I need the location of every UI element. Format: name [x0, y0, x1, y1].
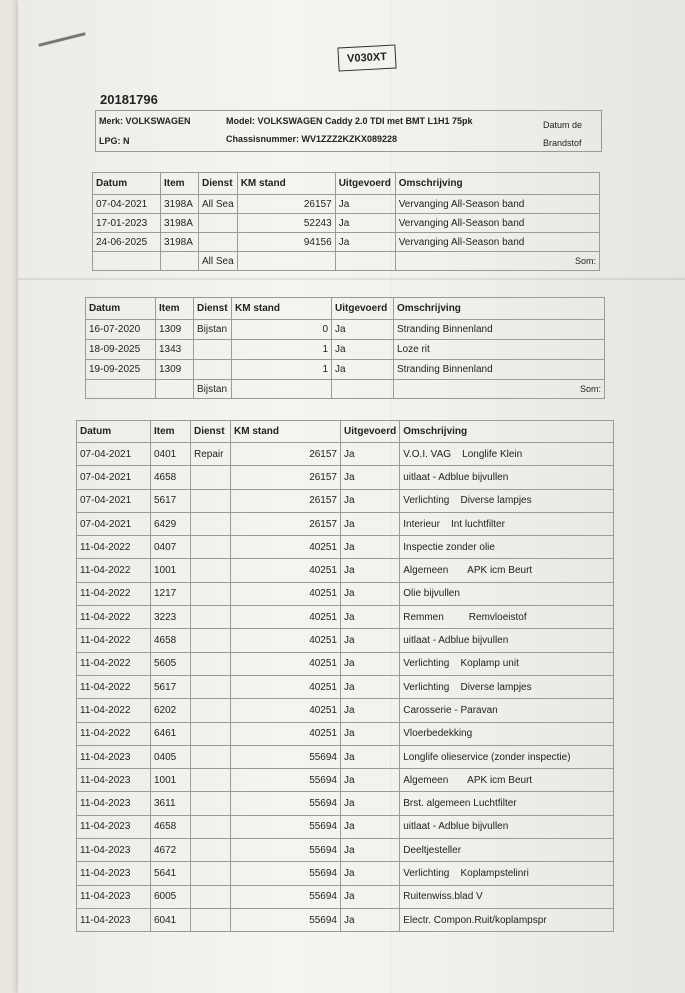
document-number: 20181796 — [100, 92, 158, 107]
cell-omschrijving: Verlichting Koplamp unit — [400, 652, 614, 675]
cell-datum: 19-09-2025 — [86, 360, 156, 380]
cell-dienst — [191, 675, 231, 698]
cell-km: 52243 — [237, 214, 335, 233]
cell-uitgevoerd: Ja — [341, 629, 400, 652]
cell-item: 4672 — [151, 839, 191, 862]
cell-dienst — [199, 233, 238, 252]
cell-datum: 24-06-2025 — [93, 233, 161, 252]
col-km: KM stand — [231, 421, 341, 443]
cell-omschrijving: Brst. algemeen Luchtfilter — [400, 792, 614, 815]
cell-uitgevoerd: Ja — [341, 839, 400, 862]
cell-item: 1001 — [151, 769, 191, 792]
cell-km: 55694 — [231, 769, 341, 792]
cell-item: 1001 — [151, 559, 191, 582]
cell-dienst — [191, 839, 231, 862]
cell-datum: 11-04-2022 — [77, 582, 151, 605]
table-row — [77, 536, 614, 559]
cell-dienst — [194, 340, 232, 360]
cell-omschrijving: uitlaat - Adblue bijvullen — [400, 466, 614, 489]
cell-km: 0 — [232, 320, 332, 340]
cell-datum: 11-04-2023 — [77, 769, 151, 792]
table-row — [93, 195, 600, 214]
col-uitgevoerd: Uitgevoerd — [332, 298, 394, 320]
cell-uitgevoerd: Ja — [341, 745, 400, 768]
cell-dienst — [191, 559, 231, 582]
table-row — [77, 885, 614, 908]
cell-km: 26157 — [231, 512, 341, 535]
cell-dienst — [191, 536, 231, 559]
cell-item: 1309 — [156, 320, 194, 340]
cell-km: 40251 — [231, 675, 341, 698]
cell-item: 6041 — [151, 908, 191, 931]
cell-uitgevoerd: Ja — [341, 582, 400, 605]
sum-label: Som: — [395, 252, 599, 271]
cell-omschrijving: Electr. Compon.Ruit/koplampspr — [400, 908, 614, 931]
table-header-row — [86, 298, 605, 320]
table-row — [77, 908, 614, 931]
cell-datum: 07-04-2021 — [77, 466, 151, 489]
cell-uitgevoerd: Ja — [335, 195, 395, 214]
cell-datum: 11-04-2022 — [77, 722, 151, 745]
sum-row — [86, 380, 605, 399]
cell-dienst — [199, 214, 238, 233]
cell-dienst — [191, 512, 231, 535]
cell-dienst — [191, 792, 231, 815]
cell-omschrijving: Ruitenwiss.blad V — [400, 885, 614, 908]
cell-uitgevoerd: Ja — [341, 792, 400, 815]
cell-uitgevoerd: Ja — [332, 360, 394, 380]
cell-omschrijving: Vervanging All-Season band — [395, 214, 599, 233]
col-datum: Datum — [86, 298, 156, 320]
cell-km: 94156 — [237, 233, 335, 252]
col-uitgevoerd: Uitgevoerd — [341, 421, 400, 443]
cell-uitgevoerd: Ja — [341, 606, 400, 629]
merk-label: Merk: VOLKSWAGEN — [99, 116, 191, 126]
col-dienst: Dienst — [191, 421, 231, 443]
cell-uitgevoerd: Ja — [341, 489, 400, 512]
cell-km: 26157 — [231, 443, 341, 466]
paper-fold — [18, 278, 685, 280]
cell-item: 4658 — [151, 466, 191, 489]
cell-uitgevoerd: Ja — [341, 722, 400, 745]
cell-omschrijving: Loze rit — [394, 340, 605, 360]
assistance-table — [85, 297, 605, 399]
cell-km: 55694 — [231, 815, 341, 838]
cell-datum: 11-04-2023 — [77, 815, 151, 838]
cell-uitgevoerd: Ja — [341, 769, 400, 792]
cell-dienst: Bijstan — [194, 320, 232, 340]
col-km: KM stand — [237, 173, 335, 195]
sum-row — [93, 252, 600, 271]
cell-omschrijving: Algemeen APK icm Beurt — [400, 769, 614, 792]
table-row — [77, 489, 614, 512]
table-row — [77, 769, 614, 792]
table-row — [77, 582, 614, 605]
cell-dienst — [191, 908, 231, 931]
cell-uitgevoerd: Ja — [341, 512, 400, 535]
brandstof-label: Brandstof — [543, 138, 582, 148]
cell-item: 1343 — [156, 340, 194, 360]
cell-dienst: Repair — [191, 443, 231, 466]
cell-datum: 11-04-2023 — [77, 792, 151, 815]
cell-item: 5617 — [151, 675, 191, 698]
cell-datum: 17-01-2023 — [93, 214, 161, 233]
cell-omschrijving: Vervanging All-Season band — [395, 195, 599, 214]
cell-dienst — [191, 489, 231, 512]
table-row — [93, 233, 600, 252]
cell-km: 55694 — [231, 839, 341, 862]
cell-omschrijving: Verlichting Diverse lampjes — [400, 675, 614, 698]
cell-item: 3198A — [161, 195, 199, 214]
sum-label: Som: — [394, 380, 605, 399]
cell-omschrijving: Longlife olieservice (zonder inspectie) — [400, 745, 614, 768]
cell-omschrijving: uitlaat - Adblue bijvullen — [400, 815, 614, 838]
cell-uitgevoerd: Ja — [341, 908, 400, 931]
cell-uitgevoerd: Ja — [341, 675, 400, 698]
cell-item: 0401 — [151, 443, 191, 466]
license-plate: V030XT — [337, 44, 396, 71]
cell-item: 1309 — [156, 360, 194, 380]
cell-km: 1 — [232, 360, 332, 380]
cell-km: 40251 — [231, 652, 341, 675]
cell-datum: 11-04-2022 — [77, 675, 151, 698]
table-row — [77, 652, 614, 675]
table-row — [77, 559, 614, 582]
sum-dienst: Bijstan — [194, 380, 232, 399]
cell-datum: 11-04-2023 — [77, 908, 151, 931]
col-omschrijving: Omschrijving — [395, 173, 599, 195]
cell-datum: 11-04-2022 — [77, 652, 151, 675]
table-header-row — [77, 421, 614, 443]
table-row — [77, 443, 614, 466]
col-omschrijving: Omschrijving — [394, 298, 605, 320]
cell-item: 5605 — [151, 652, 191, 675]
cell-datum: 07-04-2021 — [93, 195, 161, 214]
cell-omschrijving: Carosserie - Paravan — [400, 699, 614, 722]
cell-km: 26157 — [231, 489, 341, 512]
cell-omschrijving: Stranding Binnenland — [394, 320, 605, 340]
cell-omschrijving: Deeltjesteller — [400, 839, 614, 862]
cell-item: 0407 — [151, 536, 191, 559]
cell-uitgevoerd: Ja — [335, 233, 395, 252]
datum-label: Datum de — [543, 120, 583, 130]
cell-dienst — [191, 745, 231, 768]
cell-dienst — [194, 360, 232, 380]
table-row — [86, 340, 605, 360]
cell-uitgevoerd: Ja — [341, 536, 400, 559]
cell-omschrijving: Verlichting Koplampstelinri — [400, 862, 614, 885]
cell-datum: 18-09-2025 — [86, 340, 156, 360]
cell-omschrijving: uitlaat - Adblue bijvullen — [400, 629, 614, 652]
cell-datum: 07-04-2021 — [77, 512, 151, 535]
cell-km: 40251 — [231, 606, 341, 629]
cell-uitgevoerd: Ja — [341, 443, 400, 466]
cell-item: 3198A — [161, 214, 199, 233]
cell-datum: 11-04-2022 — [77, 699, 151, 722]
cell-uitgevoerd: Ja — [341, 559, 400, 582]
cell-dienst — [191, 699, 231, 722]
cell-item: 4658 — [151, 629, 191, 652]
cell-omschrijving: Inspectie zonder olie — [400, 536, 614, 559]
cell-uitgevoerd: Ja — [332, 340, 394, 360]
cell-item: 3223 — [151, 606, 191, 629]
cell-km: 55694 — [231, 792, 341, 815]
cell-uitgevoerd: Ja — [341, 466, 400, 489]
cell-km: 40251 — [231, 559, 341, 582]
cell-datum: 11-04-2022 — [77, 606, 151, 629]
cell-km: 26157 — [231, 466, 341, 489]
cell-dienst — [191, 815, 231, 838]
cell-km: 40251 — [231, 699, 341, 722]
col-datum: Datum — [93, 173, 161, 195]
cell-omschrijving: Olie bijvullen — [400, 582, 614, 605]
cell-item: 6202 — [151, 699, 191, 722]
cell-uitgevoerd: Ja — [341, 862, 400, 885]
cell-dienst — [191, 862, 231, 885]
table-row — [77, 839, 614, 862]
cell-datum: 11-04-2023 — [77, 839, 151, 862]
col-item: Item — [161, 173, 199, 195]
cell-km: 55694 — [231, 908, 341, 931]
table-row — [77, 629, 614, 652]
cell-datum: 07-04-2021 — [77, 489, 151, 512]
cell-km: 55694 — [231, 862, 341, 885]
cell-datum: 11-04-2022 — [77, 536, 151, 559]
table-row — [77, 815, 614, 838]
cell-item: 3198A — [161, 233, 199, 252]
cell-datum: 11-04-2022 — [77, 629, 151, 652]
cell-dienst — [191, 722, 231, 745]
cell-item: 6461 — [151, 722, 191, 745]
table-header-row — [93, 173, 600, 195]
cell-uitgevoerd: Ja — [341, 815, 400, 838]
cell-item: 5617 — [151, 489, 191, 512]
maintenance-table — [76, 420, 614, 932]
cell-km: 40251 — [231, 722, 341, 745]
table-row — [86, 360, 605, 380]
cell-km: 26157 — [237, 195, 335, 214]
cell-omschrijving: V.O.I. VAG Longlife Klein — [400, 443, 614, 466]
cell-dienst — [191, 769, 231, 792]
cell-uitgevoerd: Ja — [335, 214, 395, 233]
cell-omschrijving: Vloerbedekking — [400, 722, 614, 745]
cell-item: 0405 — [151, 745, 191, 768]
cell-omschrijving: Interieur Int luchtfilter — [400, 512, 614, 535]
table-row — [86, 320, 605, 340]
cell-datum: 11-04-2023 — [77, 885, 151, 908]
col-dienst: Dienst — [194, 298, 232, 320]
cell-km: 40251 — [231, 629, 341, 652]
col-datum: Datum — [77, 421, 151, 443]
cell-km: 55694 — [231, 745, 341, 768]
cell-datum: 11-04-2023 — [77, 745, 151, 768]
cell-omschrijving: Algemeen APK icm Beurt — [400, 559, 614, 582]
cell-omschrijving: Vervanging All-Season band — [395, 233, 599, 252]
cell-dienst — [191, 629, 231, 652]
cell-omschrijving: Remmen Remvloeistof — [400, 606, 614, 629]
cell-km: 55694 — [231, 885, 341, 908]
cell-item: 5641 — [151, 862, 191, 885]
cell-uitgevoerd: Ja — [341, 699, 400, 722]
col-km: KM stand — [232, 298, 332, 320]
col-uitgevoerd: Uitgevoerd — [335, 173, 395, 195]
cell-datum: 16-07-2020 — [86, 320, 156, 340]
cell-item: 4658 — [151, 815, 191, 838]
cell-dienst — [191, 582, 231, 605]
table-row — [77, 745, 614, 768]
lpg-label: LPG: N — [99, 136, 130, 146]
cell-item: 3611 — [151, 792, 191, 815]
cell-item: 6429 — [151, 512, 191, 535]
cell-datum: 11-04-2023 — [77, 862, 151, 885]
table-row — [77, 792, 614, 815]
col-omschrijving: Omschrijving — [400, 421, 614, 443]
col-item: Item — [151, 421, 191, 443]
cell-dienst — [191, 466, 231, 489]
sum-dienst: All Sea — [199, 252, 238, 271]
cell-item: 6005 — [151, 885, 191, 908]
cell-uitgevoerd: Ja — [341, 652, 400, 675]
table-row — [77, 699, 614, 722]
table-row — [77, 512, 614, 535]
cell-datum: 11-04-2022 — [77, 559, 151, 582]
cell-dienst — [191, 652, 231, 675]
cell-km: 1 — [232, 340, 332, 360]
cell-km: 40251 — [231, 536, 341, 559]
table-row — [77, 722, 614, 745]
table-row — [93, 214, 600, 233]
cell-dienst — [191, 606, 231, 629]
tyre-service-table — [92, 172, 600, 271]
cell-item: 1217 — [151, 582, 191, 605]
cell-dienst — [191, 885, 231, 908]
table-row — [77, 466, 614, 489]
cell-datum: 07-04-2021 — [77, 443, 151, 466]
model-label: Model: VOLKSWAGEN Caddy 2.0 TDI met BMT L1H1 75pk — [226, 116, 473, 126]
cell-dienst: All Sea — [199, 195, 238, 214]
cell-uitgevoerd: Ja — [341, 885, 400, 908]
cell-km: 40251 — [231, 582, 341, 605]
cell-omschrijving: Verlichting Diverse lampjes — [400, 489, 614, 512]
col-item: Item — [156, 298, 194, 320]
table-row — [77, 606, 614, 629]
col-dienst: Dienst — [199, 173, 238, 195]
table-row — [77, 862, 614, 885]
cell-omschrijving: Stranding Binnenland — [394, 360, 605, 380]
chassis-label: Chassisnummer: WV1ZZZ2KZKX089228 — [226, 134, 398, 144]
cell-uitgevoerd: Ja — [332, 320, 394, 340]
table-row — [77, 675, 614, 698]
